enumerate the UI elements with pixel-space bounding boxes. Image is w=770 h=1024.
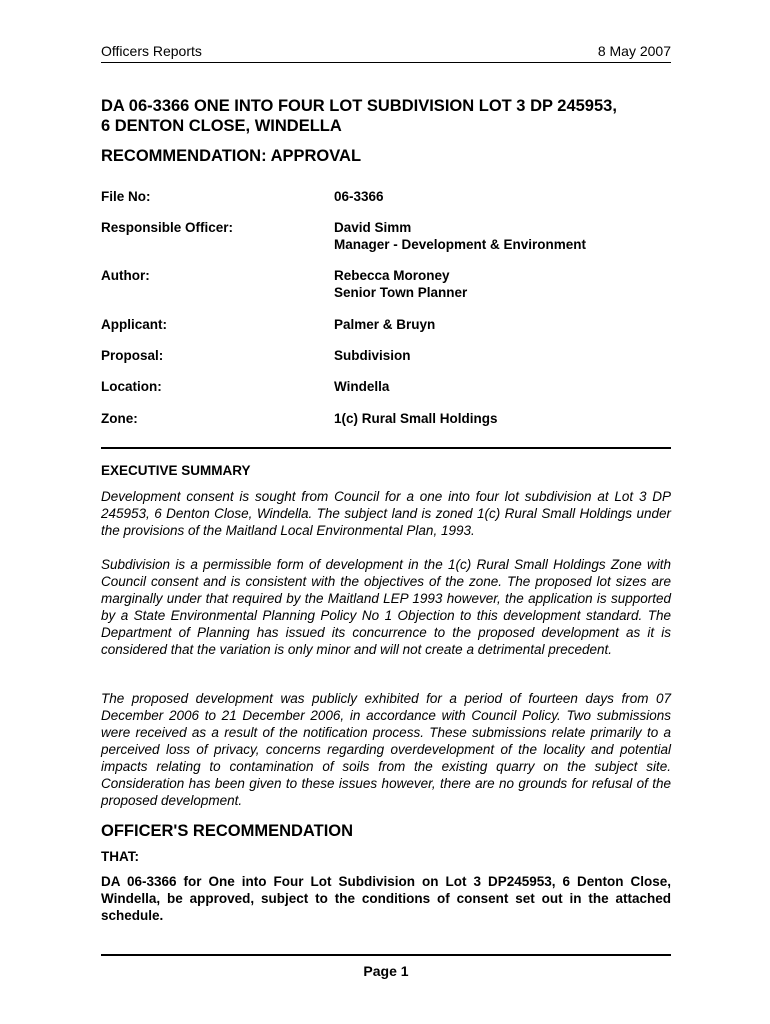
page-number: Page 1 bbox=[363, 963, 409, 979]
field-value bbox=[334, 267, 467, 301]
footer-divider bbox=[101, 954, 671, 956]
field-value: Palmer & Bruyn bbox=[334, 317, 436, 332]
report-title-line-2: 6 DENTON CLOSE, WINDELLA bbox=[101, 117, 342, 135]
field-label: Responsible Officer: bbox=[101, 220, 234, 235]
field-label: File No: bbox=[101, 189, 151, 204]
report-title bbox=[101, 96, 671, 136]
field-value-line-2: Senior Town Planner bbox=[334, 285, 468, 300]
executive-summary-heading: EXECUTIVE SUMMARY bbox=[101, 463, 251, 478]
field-value: 1(c) Rural Small Holdings bbox=[334, 411, 498, 426]
document-page bbox=[101, 0, 671, 1024]
page-header bbox=[101, 43, 671, 59]
field-value-line-1: David Simm bbox=[334, 220, 412, 235]
field-label: Location: bbox=[101, 379, 162, 394]
that-label: THAT: bbox=[101, 849, 139, 864]
field-value-line-1: Rebecca Moroney bbox=[334, 268, 450, 283]
field-label: Proposal: bbox=[101, 348, 164, 363]
field-label: Applicant: bbox=[101, 317, 167, 332]
header-date: 8 May 2007 bbox=[597, 43, 671, 59]
field-label: Zone: bbox=[101, 411, 138, 426]
summary-paragraph-3: The proposed development was publicly exhibited for a period of fourteen days from 07 December 2006 to 21 December 2006, in accordance with Council Policy. Two submissions were received as a result of the notification process. These submissions relate primarily to a perceived loss of privacy, concerns regarding overdevelopment of the locality and potential impacts relating to contamination of soils from the existing quarry on the subject site. Consideration has been given to these issues however, there are no grounds for refusal of the proposed development. bbox=[101, 691, 671, 808]
summary-paragraph-1: Development consent is sought from Council for a one into four lot subdivision at Lot 3 DP 245953, 6 Denton Close, Windella. The subject land is zoned 1(c) Rural Small Holdings under the provisions of the Maitland Local Environmental Plan, 1993. bbox=[101, 489, 671, 538]
field-value: 06-3366 bbox=[334, 189, 384, 204]
field-value: Windella bbox=[334, 379, 390, 394]
field-value: Subdivision bbox=[334, 348, 411, 363]
field-label: Author: bbox=[101, 268, 150, 283]
section-divider bbox=[101, 447, 671, 449]
summary-paragraph-2: Subdivision is a permissible form of development in the 1(c) Rural Small Holdings Zone with Council consent and is consistent with the objectives of the zone. The proposed lot sizes are marginally under that required by the Maitland LEP 1993 however, the application is supported by a State Environmental Planning Policy No 1 Objection to this development standard. The Department of Planning has issued its concurrence to the proposed development as it is considered that the variation is only minor and will not create a detrimental precedent. bbox=[101, 557, 671, 657]
recommendation-heading: RECOMMENDATION: APPROVAL bbox=[101, 147, 362, 165]
field-value-line-2: Manager - Development & Environment bbox=[334, 237, 587, 252]
report-title-line-1: DA 06-3366 ONE INTO FOUR LOT SUBDIVISION LOT 3 DP 245953, bbox=[101, 97, 617, 115]
header-divider bbox=[101, 62, 671, 63]
field-value bbox=[334, 219, 586, 253]
header-section-title: Officers Reports bbox=[101, 43, 202, 59]
recommendation-text: DA 06-3366 for One into Four Lot Subdivision on Lot 3 DP245953, 6 Denton Close, Windella, be approved, subject to the conditions of consent set out in the attached schedule. bbox=[101, 874, 671, 923]
officers-recommendation-heading: OFFICER'S RECOMMENDATION bbox=[101, 822, 354, 840]
